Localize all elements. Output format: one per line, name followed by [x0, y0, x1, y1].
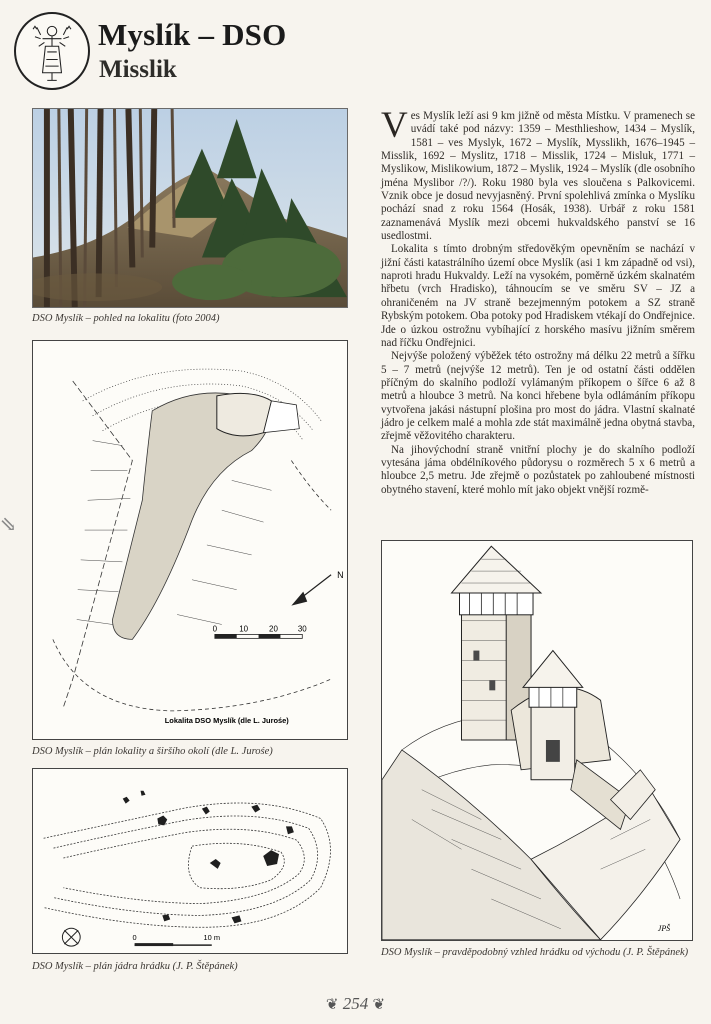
map-label: Lokalita DSO Myslík (dle L. Jurośe) — [164, 715, 289, 725]
scale-tick-label: 30 — [297, 624, 307, 634]
site-photo — [32, 108, 348, 308]
reconstruction-caption: DSO Myslík – pravděpodobný vzhled hrádku od východu (J. P. Štěpánek) — [381, 947, 689, 958]
page-title: Myslík – DSO — [98, 17, 287, 52]
article-paragraph: Lokalita s tímto drobným středověkým opevněním se nachází v jižní části katastrálního území obce Myslík (asi 1 km západně od vsi), naproti hradu Hukvaldy. Leží na vysokém, poměrně úzkém skalnatém hřbetu (vrch Hradisko), táhnoucím se ve směru SV – JZ a ohraničeném na JV straně bezejmenným potokem a SZ straně Rybským potokem. Oba potoky pod Hradiskem vtékají do Ondřejnice. Jde o úzkou ostrožnu vybíhající z horského masívu jižním směrem nad říčku Ondřejnici. — [381, 243, 695, 349]
article-text — [381, 105, 695, 497]
article-paragraph: Na jihovýchodní straně vnitřní plochy je do skalního podloží vytesána jáma obdélníkového půdorysu o rozměrech 5 x 6 metrů a hloubce 2,5 metru. Jde zřejmě o pozůstatek po zahloubené místnosti obytného stavení, které mohlo mít jako objekt vnější rozmě- — [381, 443, 695, 496]
article-paragraph: Ves Myslík leží asi 9 km jižně od města Místku. V pramenech se uvádí také pod názvy: 1359 – Mesthlieshow, 1434 – Myslík, 1581 – ves Myslyk, 1672 – Myslík, Mysslikh, 1676–1945 – Misslik, 1692 – Myslitz, 1718 – Misslik, 1724 – Misluk, 1771 – Myslikow, Mislikowium, 1872 – Myslik, 1924 – Myslík (dle osobního jména Myslibor /?/). Roku 1980 byla ves sloučena s Palkovicemi. Vznik obce je dosud nevyjasněný. První spolehlivá zmínka o Myslíku pochází snad z roku 1564 (Hosák, 1938). Urbář z roku 1581 zaznamenává Myslík mezi obcemi hukvaldského panství se 16 usedlostmi. — [381, 105, 695, 243]
north-arrow-icon — [291, 570, 343, 606]
saint-figure-icon — [16, 14, 88, 88]
fleuron-right-icon: ❦ — [372, 997, 386, 1013]
article-paragraph: Nejvýše položený výběžek této ostrožny má délku 22 metrů a šířku 5 – 7 metrů (nejvýše 12 metrů). Ten je od ostatní části oddělen příčným do skalního podloží vylámaným příkopem o šířce 6 až 8 metrů a hloubce 3 metrů. Na konci hřebene byla odlámáním příkopu vytvořena jakási nástupní plošina pro most do jádra. Vlastní skalnaté jádro je celkem malé a mohla zde stát maximálně jedna obytná stavba, zřejmě věžovitého charakteru. — [381, 350, 695, 443]
page-number-footer — [0, 994, 711, 1014]
castle-reconstruction-drawing — [381, 540, 693, 941]
fleuron-left-icon: ❦ — [325, 997, 339, 1013]
site-plan-map — [32, 340, 348, 740]
photo-caption: DSO Myslík – pohled na lokalitu (foto 2004) — [32, 313, 220, 324]
page-subtitle: Misslik — [99, 56, 177, 83]
artist-signature: JPŠ — [657, 923, 671, 933]
core-plan-map — [32, 768, 348, 954]
scale-tick-label: 10 — [239, 624, 249, 634]
dropcap: V — [381, 105, 408, 146]
svg-text:N: N — [337, 569, 344, 580]
north-arrow-icon — [62, 928, 80, 946]
site-plan-caption: DSO Myslík – plán lokality a širšího okolí (dle L. Jurośe) — [32, 746, 273, 757]
scale-tick-label: 10 m — [203, 933, 220, 943]
page-number: 254 — [342, 994, 369, 1013]
margin-arrow-icon: ⇘ — [0, 514, 17, 536]
scale-tick-label: 0 — [132, 933, 137, 943]
core-plan-caption: DSO Myslík – plán jádra hrádku (J. P. Štěpánek) — [32, 961, 238, 972]
scale-tick-label: 20 — [269, 624, 278, 634]
scale-tick-label: 0 — [212, 624, 218, 634]
saint-emblem-logo — [14, 12, 90, 90]
